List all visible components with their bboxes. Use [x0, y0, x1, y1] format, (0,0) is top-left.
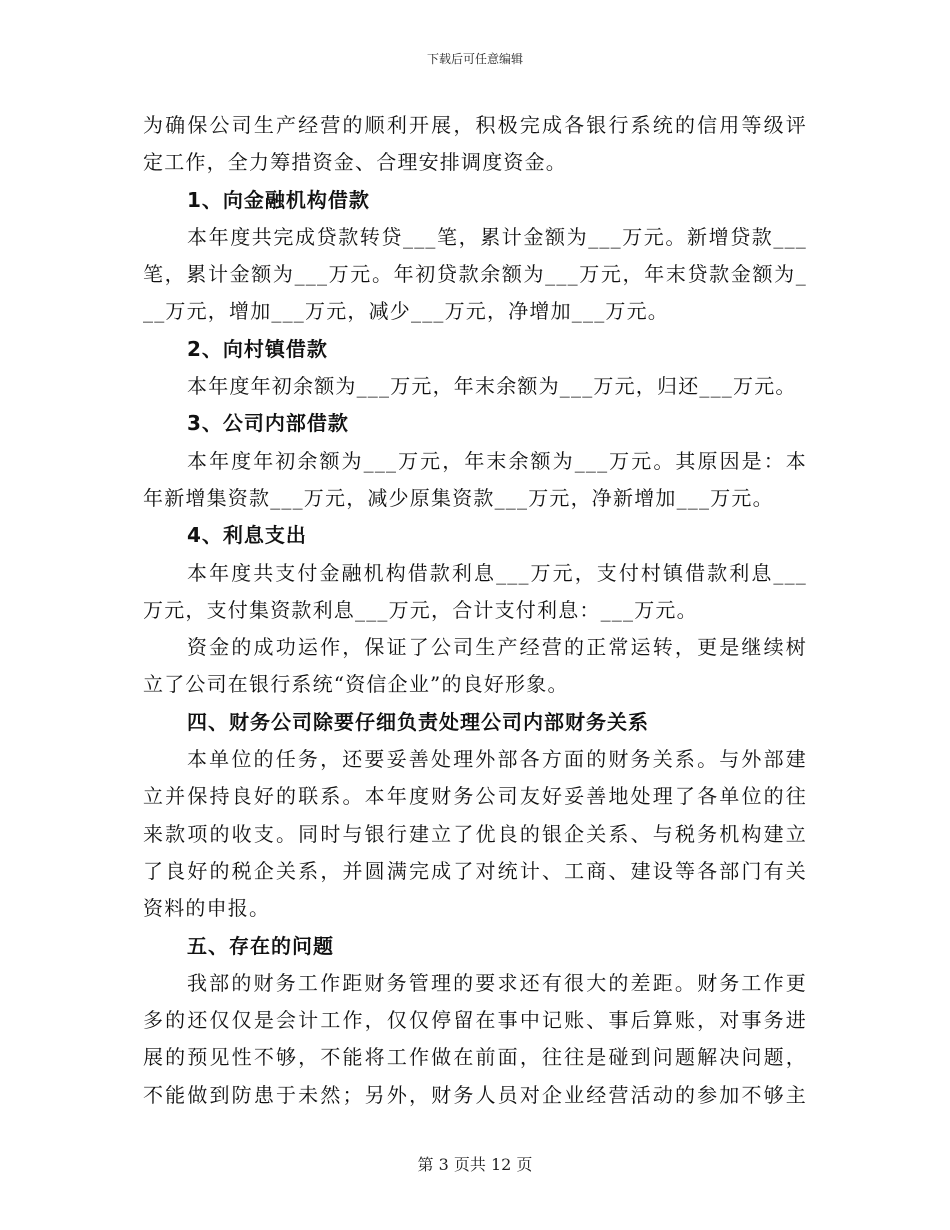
- paragraph-line: 本年度年初余额为___万元，年末余额为___万元，归还___万元。: [187, 374, 797, 399]
- paragraph-line: 展的预见性不够，不能将工作做在前面，往往是碰到问题解决问题，: [143, 1045, 807, 1070]
- section-heading: 五、存在的问题: [187, 933, 334, 958]
- paragraph-line: 笔，累计金额为___万元。年初贷款余额为___万元，年末贷款金额为_: [143, 262, 807, 287]
- paragraph-line: 本年度共支付金融机构借款利息___万元，支付村镇借款利息___: [187, 560, 807, 585]
- paragraph-line: 立并保持良好的联系。本年度财务公司友好妥善地处理了各单位的往: [143, 784, 807, 809]
- paragraph-line: 本年度共完成贷款转贷___笔，累计金额为___万元。新增贷款___: [187, 224, 807, 249]
- section-heading: 3、公司内部借款: [187, 411, 349, 436]
- paragraph-line: 本单位的任务，还要妥善处理外部各方面的财务关系。与外部建: [187, 747, 807, 772]
- paragraph-line: 不能做到防患于未然；另外，财务人员对企业经营活动的参加不够主: [143, 1082, 807, 1107]
- paragraph-line: 我部的财务工作距财务管理的要求还有很大的差距。财务工作更: [187, 970, 807, 995]
- document-body: [143, 107, 807, 1114]
- paragraph-line: 本年度年初余额为___万元，年末余额为___万元。其原因是：本: [187, 448, 807, 473]
- section-heading: 1、向金融机构借款: [187, 187, 370, 212]
- page-header: 下载后可任意编辑: [426, 52, 523, 66]
- paragraph-line: 为确保公司生产经营的顺利开展，积极完成各银行系统的信用等级评: [143, 113, 807, 137]
- section-heading: 四、财务公司除要仔细负责处理公司内部财务关系: [187, 709, 649, 734]
- page-footer: 第 3 页共 12 页: [417, 1155, 533, 1174]
- paragraph-line: 立了公司在银行系统“资信企业”的良好形象。: [143, 672, 569, 697]
- paragraph-line: __万元，增加___万元，减少___万元，净增加___万元。: [143, 299, 669, 324]
- section-heading: 4、利息支出: [187, 523, 307, 548]
- paragraph-line: 定工作，全力筹措资金、合理安排调度资金。: [143, 150, 567, 175]
- section-heading: 2、向村镇借款: [187, 336, 328, 361]
- paragraph-line: 万元，支付集资款利息___万元，合计支付利息：___万元。: [143, 597, 698, 622]
- paragraph-line: 资金的成功运作，保证了公司生产经营的正常运转，更是继续树: [187, 635, 807, 660]
- paragraph-line: 年新增集资款___万元，减少原集资款___万元，净新增加___万元。: [143, 485, 774, 510]
- paragraph-line: 多的还仅仅是会计工作，仅仅停留在事中记账、事后算账，对事务进: [143, 1008, 807, 1033]
- paragraph-line: 了良好的税企关系，并圆满完成了对统计、工商、建设等各部门有关: [143, 858, 807, 883]
- paragraph-line: 资料的申报。: [143, 896, 271, 921]
- paragraph-line: 来款项的收支。同时与银行建立了优良的银企关系、与税务机构建立: [143, 821, 807, 846]
